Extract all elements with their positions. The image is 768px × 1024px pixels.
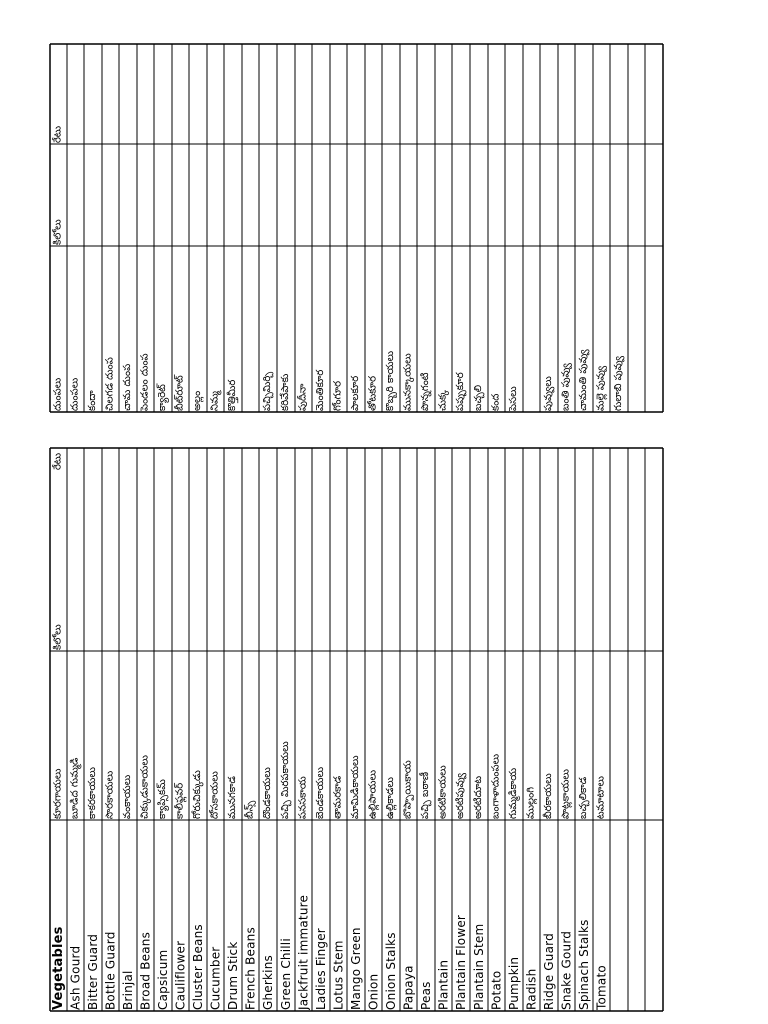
vegetable-name-te: మునగకాడ	[227, 776, 238, 819]
header-vegetables: Vegetables	[51, 926, 66, 1010]
vegetable-name-te: బచ్చలికాడ	[578, 776, 589, 819]
vegetable-name-en: Cluster Beans	[191, 924, 205, 1010]
item-name-te: పెసలు	[508, 386, 519, 411]
item-name-te: పాలకూర	[350, 375, 361, 411]
item-name-te	[646, 247, 662, 411]
vegetable-name-te: బంగాళాదుంపలు	[490, 753, 502, 819]
vegetable-name-en: Radish	[524, 968, 539, 1010]
item-name-te	[243, 247, 258, 411]
vegetable-name-te: ఉల్లిపాయలు	[367, 769, 379, 819]
vegetable-name-en: Plantain Flower	[454, 914, 468, 1010]
item-name-te: పుదీనా	[297, 383, 309, 411]
vegetable-name-en: Snake Gourd	[559, 930, 574, 1010]
vegetable-name-en: Green Chilli	[279, 938, 293, 1010]
item-name-te: మల్లె పువ్వు	[595, 365, 607, 411]
vegetable-name-te: బెండకాయలు	[315, 766, 326, 819]
vegetable-name-en: Onion	[366, 973, 381, 1010]
header-telugu: కూరగాయలు	[52, 768, 64, 819]
vegetable-name-te: ఉల్లికాడలు	[385, 777, 396, 819]
vegetable-name-en: Brinjal	[121, 970, 135, 1010]
item-name-te: క్యారెట్	[157, 384, 168, 411]
vegetable-name-en: Tomato	[594, 965, 609, 1010]
item-name-te: చామ దుంప	[122, 363, 133, 411]
item-name-te: గులాబి పువ్వు	[613, 356, 624, 411]
vegetable-name-en: Broad Beans	[138, 931, 153, 1010]
header-rate: రేటు	[52, 453, 64, 471]
vegetable-name-en: Spinach Stalks	[577, 919, 591, 1010]
vegetable-name-en: Drum Stick	[226, 941, 240, 1010]
vegetable-name-te: కాకరకాయలు	[87, 767, 98, 819]
vegetable-name-te: పచ్చి మిరపకాయలు	[280, 741, 291, 819]
vegetable-name-en: Cauliflower	[173, 940, 188, 1010]
item-name-te: పువ్వులు	[543, 376, 554, 411]
vegetable-name-te: బీన్స్	[244, 800, 256, 819]
item-name-te: మెంతికూర	[315, 369, 326, 411]
item-name-te: కొత్తిమీర	[227, 379, 238, 411]
item-name-te: గోంగూర	[332, 380, 344, 411]
item-name-te: నిమ్మ	[209, 391, 221, 411]
vegetable-name-te: బూడిద గుమ్మడి	[69, 757, 81, 819]
vegetable-name-en: Bottle Guard	[103, 931, 118, 1010]
vegetable-name-en: Jackfruit immature	[296, 894, 311, 1010]
vegetable-name-te: తామరకాడ	[332, 775, 344, 819]
vegetable-name-en: Ridge Guard	[542, 933, 556, 1010]
item-name-te: బీట్‌రూట్	[174, 375, 186, 411]
vegetable-name-te: కాలీఫ్లవర్	[174, 782, 186, 819]
item-name-te: చామంతి పువ్వు	[578, 349, 589, 411]
item-name-te: చిలగడ దుంప	[104, 357, 116, 411]
item-name-te: చుక్క	[437, 389, 449, 411]
vegetable-name-en	[611, 821, 627, 1010]
vegetable-name-te: గుమ్మడికాయ	[508, 767, 519, 819]
vegetable-name-te: పొట్లకాయలు	[560, 769, 572, 819]
item-name-te: పెండలం దుంప	[139, 353, 151, 411]
vegetable-name-te: బీరకాయలు	[543, 773, 554, 819]
vegetable-name-te: బొప్పాయికాయ	[402, 760, 414, 819]
vegetable-name-en: Bitter Guard	[86, 933, 100, 1010]
vegetable-name-te	[611, 652, 627, 819]
vegetable-name-te: టమాటాలు	[595, 776, 607, 819]
item-name-te: కొబ్బరి కాయలు	[385, 350, 396, 411]
vegetable-name-en: Papaya	[401, 965, 416, 1010]
item-name-te: పొన్నగంటి	[420, 372, 431, 411]
vegetable-name-en: Mango Green	[349, 927, 363, 1010]
vegetable-name-en: Cucumber	[208, 946, 223, 1010]
item-name-te: మునక్కాయలు	[402, 353, 414, 411]
vegetable-name-te	[629, 652, 644, 819]
header-telugu-right: దుంపలు	[52, 377, 64, 411]
item-name-te: దుంపలు	[69, 377, 81, 411]
vegetable-name-te: చిక్కుడుకాయలు	[139, 755, 151, 819]
vegetable-name-en: Lotus Stem	[331, 940, 346, 1010]
header-kg-right: కిలోలు	[52, 219, 64, 245]
header-rate-right: రేటు	[52, 125, 64, 143]
item-name-te: కందా	[87, 390, 98, 411]
item-name-te: కంద	[490, 393, 502, 411]
vegetable-name-en	[629, 821, 644, 1010]
vegetable-name-te: దోసకాయలు	[209, 771, 221, 819]
vegetable-name-te: సొరకాయలు	[104, 770, 116, 819]
vegetable-name-te: పనసకాయ	[297, 776, 309, 819]
vegetable-name-en: French Beans	[243, 927, 258, 1010]
item-name-te: బంతి పువ్వు	[560, 363, 572, 411]
vegetable-name-te: క్యాప్సికమ్	[157, 779, 168, 819]
item-name-te	[524, 247, 539, 411]
vegetable-name-en: Onion Stalks	[384, 932, 398, 1010]
vegetable-name-te: అరటికాయలు	[437, 765, 449, 819]
vegetable-name-te: దొండకాయలు	[262, 767, 273, 819]
item-name-te	[629, 247, 644, 411]
vegetable-name-en: Ash Gourd	[68, 945, 83, 1010]
item-name-te: అల్లం	[192, 390, 203, 411]
vegetable-name-te: ముల్లంగి	[525, 786, 537, 819]
vegetable-name-te: అరటిపువ్వు	[455, 773, 466, 819]
item-name-te: తోటకూర	[367, 376, 379, 411]
item-name-te: బచ్చలి	[473, 384, 484, 411]
vegetable-name-te: మామిడికాయలు	[350, 755, 361, 819]
vegetable-name-te: అరటిదూట	[473, 775, 484, 819]
vegetable-name-en: Plantain Stem	[472, 923, 486, 1010]
vegetable-name-en: Capsicum	[156, 949, 170, 1010]
vegetable-name-en: Pumpkin	[507, 956, 521, 1010]
vegetable-name-te: వంకాయలు	[122, 774, 133, 819]
item-name-te: పచ్చిమిర్చి	[262, 371, 273, 411]
vegetable-name-en: Potato	[489, 970, 504, 1010]
vegetable-name-en: Peas	[419, 981, 433, 1010]
item-name-te: పప్పుకూర	[455, 372, 466, 411]
header-kg: కిలోలు	[52, 624, 64, 650]
item-name-te: కరివేపాకు	[280, 373, 291, 411]
vegetable-name-en: Gherkins	[261, 955, 275, 1010]
vegetable-name-en: Plantain	[436, 959, 451, 1010]
vegetable-name-te: గోరుచిక్కుడు	[192, 770, 203, 819]
vegetable-name-en: Ladies Finger	[314, 928, 328, 1010]
vegetable-name-te: పచ్చి బఠాణీ	[420, 771, 431, 819]
